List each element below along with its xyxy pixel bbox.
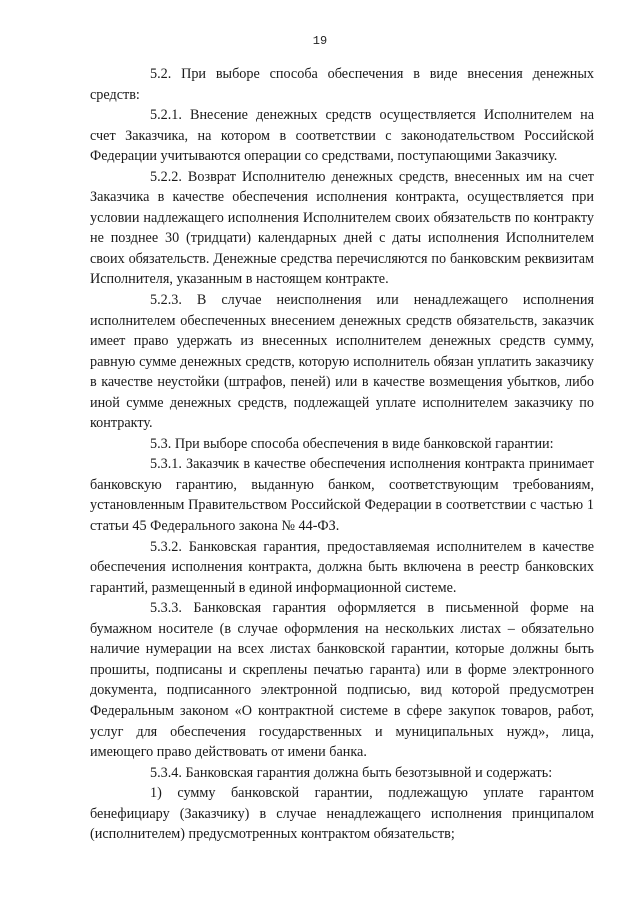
page-number: 19: [312, 34, 328, 48]
paragraph-5-3-3: 5.3.3. Банковская гарантия оформляется в письменной форме на бумажном носителе (в случае оформления на нескольких листах – обязательно наличие нумерации на всех листах банковской гарантии, которые должны быть прошиты, подписаны и скреплены печатью гаранта) или в форме электронного документа, подписанного электронной подписью, вид которой предусмотрен Федеральным законом «О контрактной системе в сфере закупок товаров, работ, услуг для обеспечения государственных и муниципальных нужд», лица, имеющего право действовать от имени банка.: [90, 600, 594, 761]
paragraph-5-2-3: 5.2.3. В случае неисполнения или ненадлежащего исполнения исполнителем обеспеченных внесением денежных средств обязательств, заказчик имеет право удержать из внесенных исполнителем денежных средств сумму, равную сумме денежных средств, которую исполнитель обязан уплатить заказчику в качестве неустойки (штрафов, пеней) или в качестве возмещения убытков, либо иной сумме денежных средств, подлежащей уплате исполнителем заказчику по контракту.: [90, 292, 594, 432]
paragraph-5-2: 5.2. При выборе способа обеспечения в виде внесения денежных средств:: [90, 66, 594, 103]
paragraph-5-2-1: 5.2.1. Внесение денежных средств осуществляется Исполнителем на счет Заказчика, на котором в соответствии с законодательством Российской Федерации учитываются операции со средствами, поступающими Заказчику.: [90, 107, 594, 165]
paragraph-5-3: 5.3. При выборе способа обеспечения в виде банковской гарантии:: [150, 435, 554, 452]
paragraph-5-3-2: 5.3.2. Банковская гарантия, предоставляемая исполнителем в качестве обеспечения исполнения контракта, должна быть включена в реестр банковских гарантий, размещенный в единой информационной системе.: [90, 538, 594, 596]
paragraph-5-3-4: 5.3.4. Банковская гарантия должна быть безотзывной и содержать:: [150, 764, 553, 781]
paragraph-5-2-2: 5.2.2. Возврат Исполнителю денежных средств, внесенных им на счет Заказчика в качестве обеспечения исполнения контракта, осуществляется при условии надлежащего исполнения Исполнителем своих обязательств по контракту не позднее 30 (тридцати) календарных дней с даты исполнения Исполнителем своих обязательств. Денежные средства перечисляются по банковским реквизитам Исполнителя, указанным в настоящем контракте.: [90, 168, 594, 288]
document-body: [90, 64, 594, 845]
list-item-1: 1) сумму банковской гарантии, подлежащую уплате гарантом бенефициару (Заказчику) в случае ненадлежащего исполнения принципалом (исполнителем) предусмотренных контрактом обязательств;: [90, 785, 594, 843]
paragraph-5-3-1: 5.3.1. Заказчик в качестве обеспечения исполнения контракта принимает банковскую гарантию, выданную банком, соответствующим требованиям, установленным Правительством Российской Федерации в соответствии с частью 1 статьи 45 Федерального закона № 44-ФЗ.: [90, 456, 594, 535]
